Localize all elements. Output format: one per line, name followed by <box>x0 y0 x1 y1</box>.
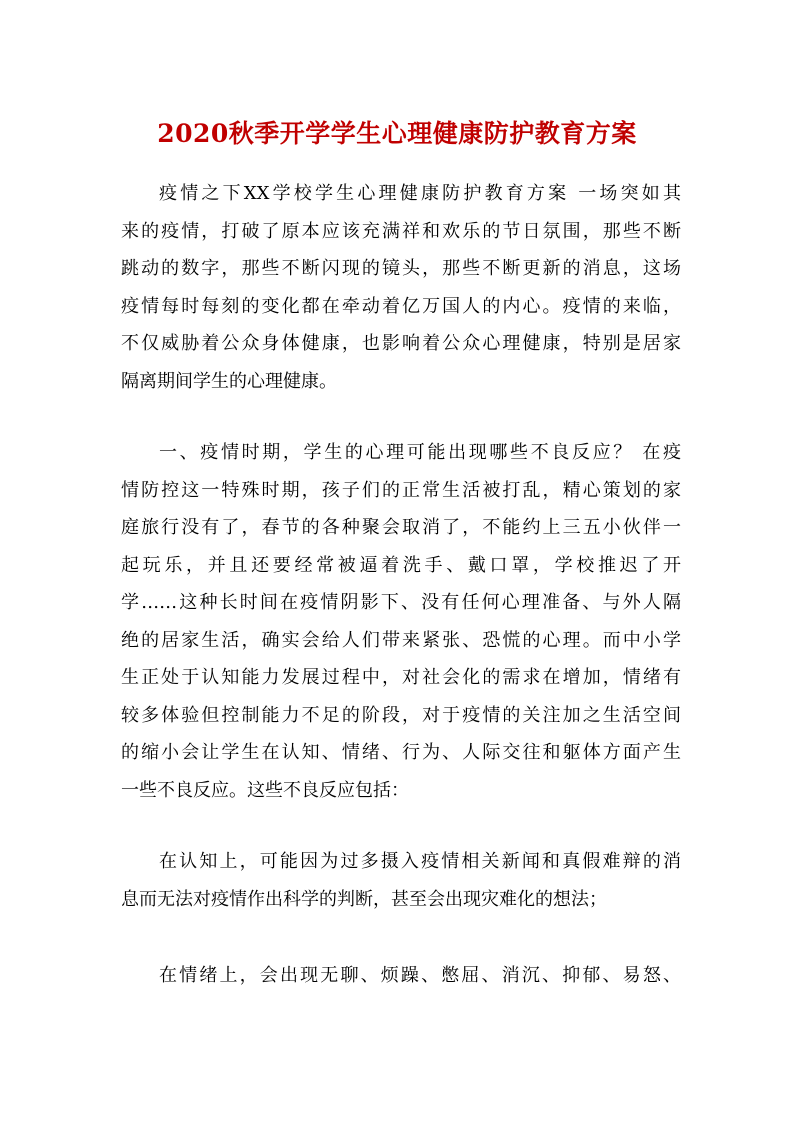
text-line: 跳动的数字，那些不断闪现的镜头，那些不断更新的消息，这场 <box>121 258 681 279</box>
document-title: 2020秋季开学学生心理健康防护教育方案 <box>157 119 637 148</box>
paragraph-emotion <box>121 957 681 995</box>
text-line: 在情绪上，会出现无聊、烦躁、憋屈、消沉、抑郁、易怒、 <box>159 965 681 986</box>
paragraph-intro <box>121 175 681 400</box>
text-line: 绝的居家生活，确实会给人们带来紧张、恐慌的心理。而中小学 <box>121 629 681 651</box>
paragraph-section-one <box>121 434 681 809</box>
text-line: 生正处于认知能力发展过程中，对社会化的需求在增加，情绪有 <box>121 667 681 688</box>
text-line: 庭旅行没有了，春节的各种聚会取消了，不能约上三五小伙伴一 <box>121 517 681 538</box>
text-line: 在认知上，可能因为过多摄入疫情相关新闻和真假难辩的消 <box>159 851 681 872</box>
text-line: 一、疫情时期，学生的心理可能出现哪些不良反应？ 在疫 <box>159 442 681 463</box>
text-line: 的缩小会让学生在认知、情绪、行为、人际交往和躯体方面产生 <box>121 742 681 763</box>
text-line: 不仅威胁着公众身体健康，也影响着公众心理健康，特别是居家 <box>121 333 681 354</box>
text-line: 情防控这一特殊时期，孩子们的正常生活被打乱，精心策划的家 <box>121 479 681 501</box>
text-line: 隔离期间学生的心理健康。 <box>121 370 337 392</box>
text-line: 起玩乐，并且还要经常被逼着洗手、戴口罩，学校推迟了开 <box>121 554 681 576</box>
paragraph-cognition <box>121 843 681 918</box>
text-line: 学……这种长时间在疫情阴影下、没有任何心理准备、与外人隔 <box>121 592 681 613</box>
text-line: 息而无法对疫情作出科学的判断，甚至会出现灾难化的想法； <box>121 888 607 910</box>
text-line: 疫情每时每刻的变化都在牵动着亿万国人的内心。疫情的来临， <box>121 295 681 317</box>
text-line: 较多体验但控制能力不足的阶段，对于疫情的关注加之生活空间 <box>121 704 681 726</box>
text-line: 一些不良反应。这些不良反应包括： <box>121 779 409 801</box>
text-line: 疫情之下XX学校学生心理健康防护教育方案 一场突如其 <box>159 183 681 204</box>
text-line: 来的疫情，打破了原本应该充满祥和欢乐的节日氛围，那些不断 <box>121 220 681 242</box>
